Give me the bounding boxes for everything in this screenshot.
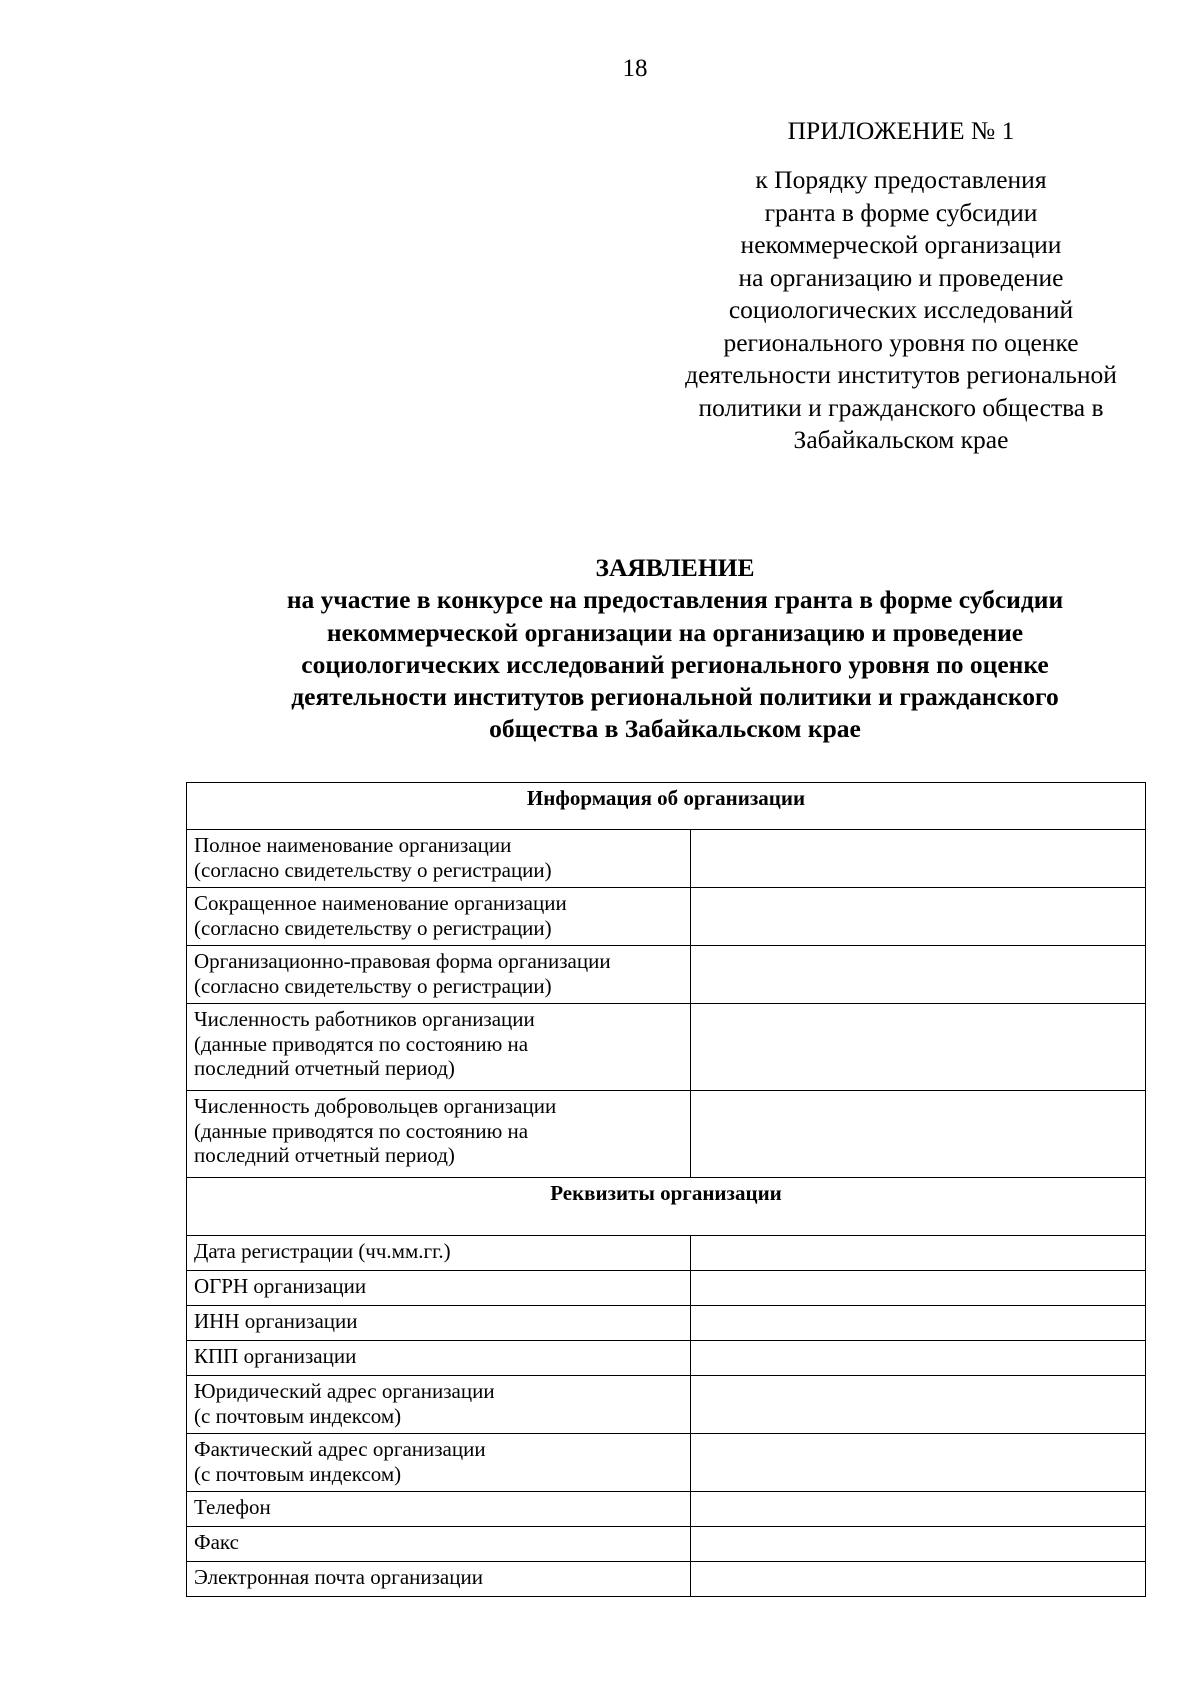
- page-number: 18: [622, 55, 648, 82]
- appendix-title: ПРИЛОЖЕНИЕ № 1: [787, 116, 1015, 145]
- field-label-text: последний отчетный период): [194, 1143, 455, 1167]
- appendix-line: некоммерческой организации: [740, 230, 1062, 259]
- field-label-cell: [187, 1492, 691, 1527]
- field-label-text: Организационно-правовая форма организации: [194, 949, 611, 973]
- field-label-cell: [187, 1306, 691, 1341]
- field-label-text: (согласно свидетельству о регистрации): [194, 973, 552, 998]
- appendix-line: к Порядку предоставления: [755, 165, 1047, 194]
- appendix-line: регионального уровня по оценке: [723, 327, 1079, 357]
- field-label-cell: [187, 830, 691, 888]
- appendix-line: гранта в форме субсидии: [764, 197, 1038, 227]
- section-title-organization-info: Информация об организации: [187, 783, 1146, 830]
- table-row: [187, 888, 1146, 946]
- field-value-cell[interactable]: [690, 1434, 1145, 1492]
- table-row: [187, 946, 1146, 1004]
- field-label-text: (согласно свидетельству о регистрации): [194, 857, 552, 882]
- table-row: [187, 1271, 1146, 1306]
- field-label-text: (с почтовым индексом): [194, 1403, 402, 1428]
- section-header-row: [187, 783, 1146, 830]
- field-value-cell[interactable]: [690, 1004, 1145, 1091]
- field-label-text: (данные приводятся по состоянию на: [194, 1118, 529, 1143]
- section-header-row: [187, 1178, 1146, 1236]
- field-value-cell[interactable]: [690, 1527, 1145, 1562]
- field-value-cell[interactable]: [690, 1376, 1145, 1434]
- document-heading: [180, 552, 1170, 746]
- field-label-text: (с почтовым индексом): [194, 1461, 402, 1486]
- table-row: [187, 1527, 1146, 1562]
- appendix-line: деятельности институтов региональной: [685, 360, 1117, 389]
- field-label-cell: [187, 888, 691, 946]
- appendix-line: на организацию и проведение: [738, 262, 1064, 292]
- field-label-text: Полное наименование организации: [194, 833, 512, 857]
- table-row: [187, 1306, 1146, 1341]
- appendix-block: [636, 113, 1166, 457]
- section-title-requisites: Реквизиты организации: [187, 1178, 1146, 1236]
- field-label-cell: [187, 1341, 691, 1376]
- heading-line: социологических исследований регионального уровня по оценке: [301, 649, 1049, 679]
- field-label-cell: [187, 1434, 691, 1492]
- field-label-text: Численность работников организации: [194, 1007, 535, 1031]
- field-label-text: ИНН организации: [194, 1309, 358, 1333]
- table-row: [187, 830, 1146, 888]
- field-value-cell[interactable]: [690, 1271, 1145, 1306]
- field-value-cell[interactable]: [690, 1306, 1145, 1341]
- field-label-text: Юридический адрес организации: [194, 1379, 495, 1403]
- table-row: [187, 1004, 1146, 1091]
- field-value-cell[interactable]: [690, 1091, 1145, 1178]
- field-label-text: Численность добровольцев организации: [194, 1094, 557, 1118]
- field-label-cell: [187, 1527, 691, 1562]
- field-value-cell[interactable]: [690, 888, 1145, 946]
- field-label-text: Фактический адрес организации: [194, 1437, 486, 1461]
- heading-title: ЗАЯВЛЕНИЕ: [595, 553, 755, 582]
- field-label-cell: [187, 1004, 691, 1091]
- field-label-cell: [187, 1271, 691, 1306]
- field-label-text: КПП организации: [194, 1344, 357, 1368]
- field-label-text: Дата регистрации (чч.мм.гг.): [194, 1239, 451, 1263]
- appendix-line: Забайкальском крае: [793, 425, 1009, 454]
- appendix-line: политики и гражданского общества в: [698, 392, 1104, 422]
- table-row: [187, 1236, 1146, 1271]
- field-label-text: (данные приводятся по состоянию на: [194, 1031, 529, 1056]
- heading-line: деятельности институтов региональной политики и гражданского: [291, 682, 1059, 712]
- field-label-text: последний отчетный период): [194, 1056, 455, 1080]
- table-row: [187, 1341, 1146, 1376]
- table-row: [187, 1091, 1146, 1178]
- field-label-text: ОГРН организации: [194, 1274, 367, 1298]
- field-value-cell[interactable]: [690, 1236, 1145, 1271]
- field-value-cell[interactable]: [690, 946, 1145, 1004]
- field-label-cell: [187, 1562, 691, 1597]
- appendix-line: социологических исследований: [728, 295, 1074, 324]
- heading-line: на участие в конкурсе на предоставления гранта в форме субсидии: [286, 585, 1064, 615]
- field-value-cell[interactable]: [690, 830, 1145, 888]
- table-row: [187, 1562, 1146, 1597]
- table-row: [187, 1376, 1146, 1434]
- field-label-text: Телефон: [194, 1495, 271, 1519]
- field-value-cell[interactable]: [690, 1562, 1145, 1597]
- field-label-text: (согласно свидетельству о регистрации): [194, 915, 552, 940]
- table-row: [187, 1434, 1146, 1492]
- field-label-text: Сокращенное наименование организации: [194, 891, 567, 915]
- field-label-cell: [187, 946, 691, 1004]
- table-row: [187, 1492, 1146, 1527]
- heading-line: некоммерческой организации на организацию и проведение: [326, 617, 1024, 647]
- field-label-cell: [187, 1236, 691, 1271]
- field-value-cell[interactable]: [690, 1341, 1145, 1376]
- field-label-cell: [187, 1091, 691, 1178]
- heading-line: общества в Забайкальском крае: [489, 714, 861, 744]
- field-label-cell: [187, 1376, 691, 1434]
- field-value-cell[interactable]: [690, 1492, 1145, 1527]
- field-label-text: Факс: [194, 1530, 239, 1554]
- field-label-text: Электронная почта организации: [194, 1565, 483, 1589]
- application-form-table: [186, 782, 1146, 1597]
